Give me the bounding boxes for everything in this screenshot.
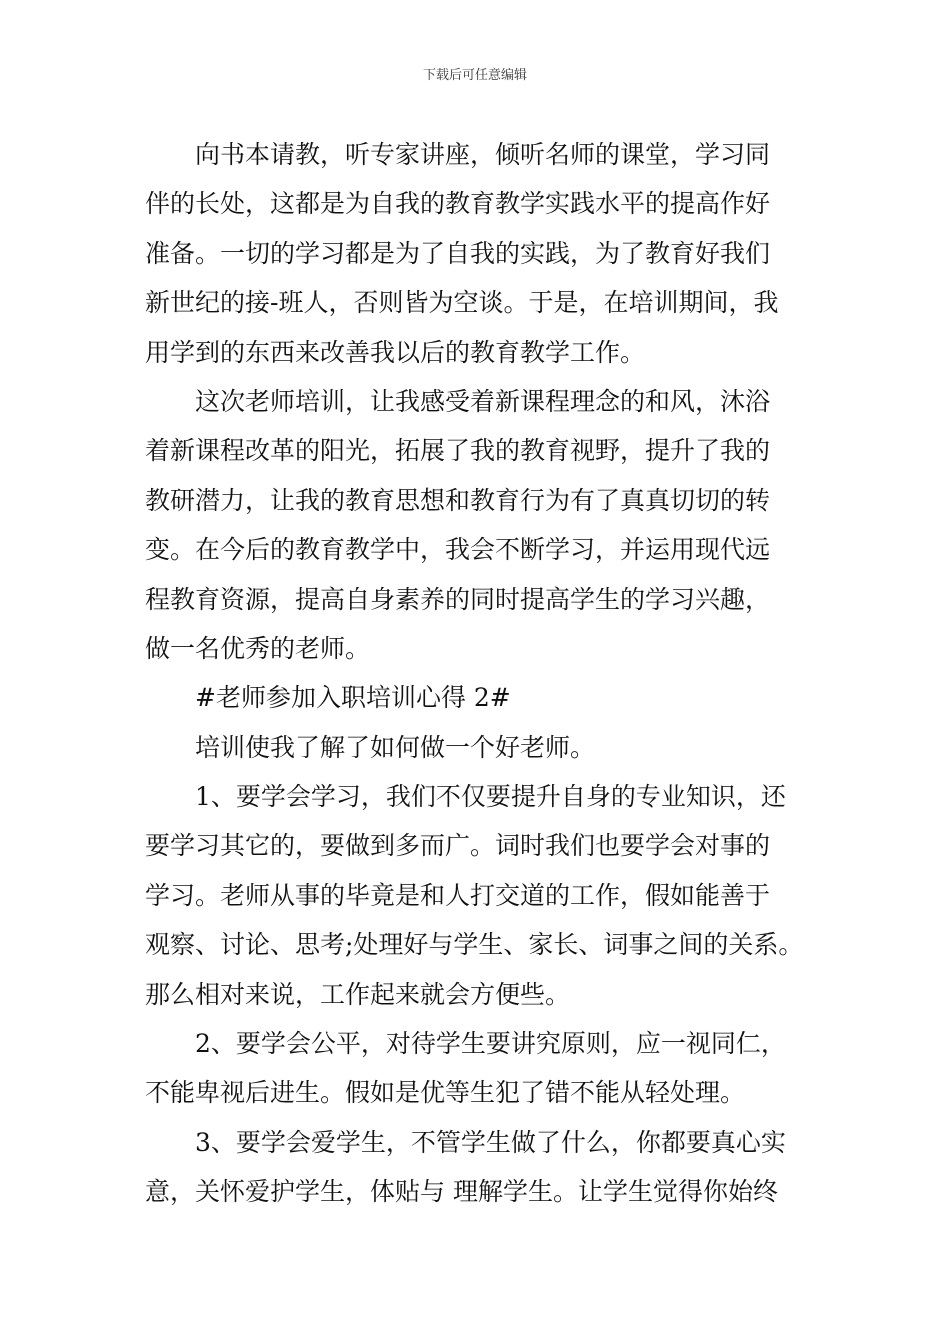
text-line: 那么相对来说，工作起来就会方便些。	[145, 979, 571, 1009]
text-line: 意，关怀爱护学生，体贴与 理解学生。让学生觉得你始终	[145, 1177, 778, 1207]
text-line: 伴的长处，这都是为自我的教育教学实践水平的提高作好	[145, 189, 771, 219]
text-line: 程教育资源，提高自身素养的同时提高学生的学习兴趣，	[145, 584, 771, 614]
text-line: 1、要学会学习，我们不仅要提升自身的专业知识，还	[195, 782, 786, 812]
text-line: 要学习其它的，要做到多而广。词时我们也要学会对事的	[145, 831, 771, 861]
text-line: 准备。一切的学习都是为了自我的实践，为了教育好我们	[145, 238, 771, 268]
text-line: 学习。老师从事的毕竟是和人打交道的工作，假如能善于	[145, 880, 771, 910]
page-header: 下载后可任意编辑	[422, 68, 527, 83]
text-line: 着新课程改革的阳光，拓展了我的教育视野，提升了我的	[145, 436, 771, 466]
document-body	[145, 130, 810, 1217]
section-heading: #老师参加入职培训心得 2#	[195, 683, 511, 713]
text-line: 3、要学会爱学生，不管学生做了什么，你都要真心实	[195, 1127, 786, 1157]
text-line: 做一名优秀的老师。	[145, 633, 371, 663]
text-line: 观察、讨论、思考;处理好与学生、家长、词事之间的关系。	[145, 930, 804, 960]
text-line: 用学到的东西来改善我以后的教育教学工作。	[145, 337, 646, 367]
text-line: 教研潜力，让我的教育思想和教育行为有了真真切切的转	[145, 485, 771, 515]
text-line: 培训使我了解了如何做一个好老师。	[195, 732, 596, 762]
text-line: 向书本请教，听专家讲座，倾听名师的课堂，学习同	[195, 140, 771, 169]
text-line: 这次老师培训，让我感受着新课程理念的和风，沐浴	[195, 386, 771, 416]
text-line: 2、要学会公平，对待学生要讲究原则，应一视同仁，	[195, 1029, 786, 1059]
text-line: 新世纪的接-班人，否则皆为空谈。于是，在培训期间，我	[145, 288, 779, 318]
text-line: 变。在今后的教育教学中，我会不断学习，并运用现代远	[145, 535, 771, 565]
text-line: 不能卑视后进生。假如是优等生犯了错不能从轻处理。	[145, 1078, 746, 1108]
